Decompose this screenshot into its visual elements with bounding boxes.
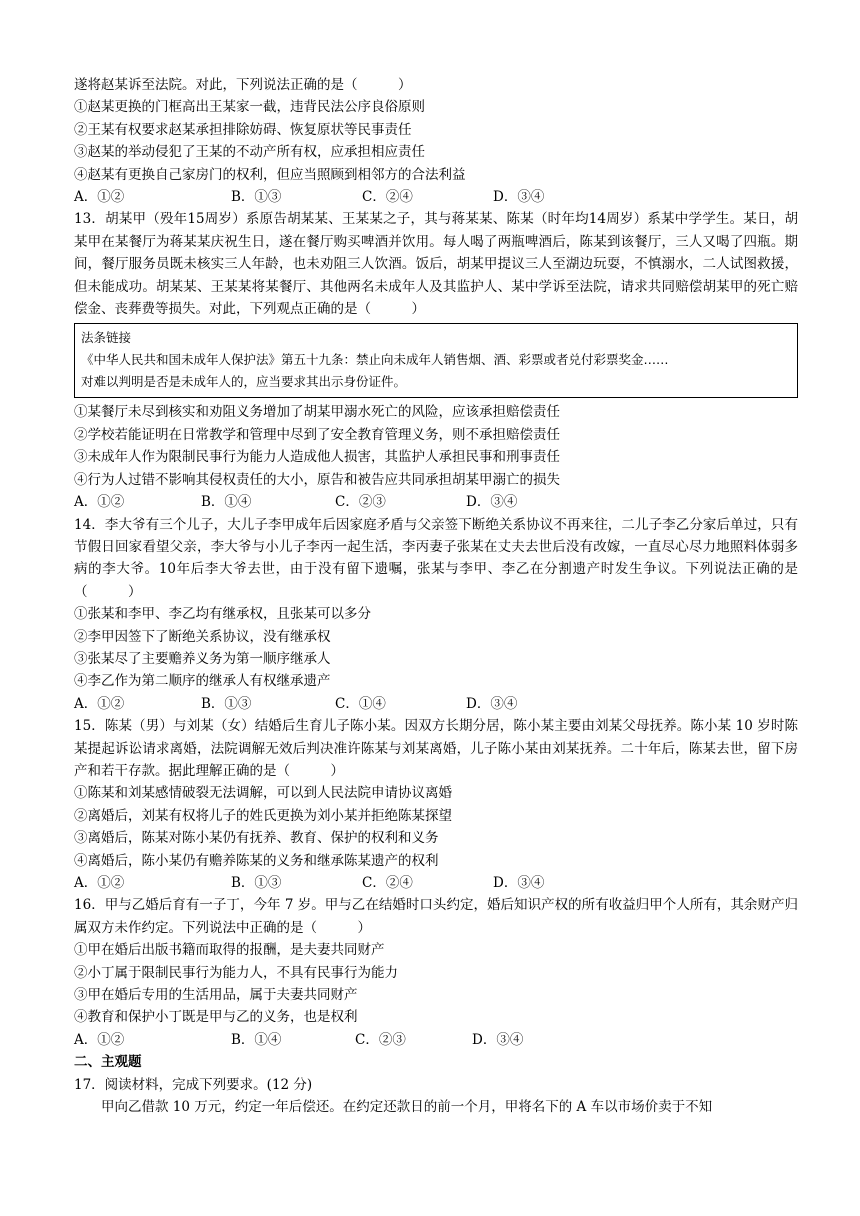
- statement-4: ④赵某有更换自己家房门的权利，但应当照顾到相邻方的合法利益: [74, 166, 466, 183]
- option-c: C．②③: [335, 494, 386, 511]
- statement-1: ①张某和李甲、李乙均有继承权，且张某可以多分: [74, 606, 371, 623]
- statement-4: ④教育和保护小丁既是甲与乙的义务，也是权利: [74, 1009, 358, 1026]
- option-c: C．②④: [362, 189, 413, 206]
- option-a: A．①②: [74, 189, 125, 206]
- option-d: D．③④: [493, 189, 545, 206]
- law-link-title: 法条链接: [81, 330, 132, 346]
- option-b: B．①③: [231, 875, 282, 891]
- question-stem: 15．陈某（男）与刘某（女）结婚后生育儿子陈小某。因双方长期分居，陈小某主要由刘某父母抚养。陈小某 10 岁时陈某提起诉讼请求离婚，法院调解无效后判决准许陈某与刘某离婚，儿子陈小某由刘某抚养。二十年后，陈某去世，留下房产和若干存款。据此理解正确的是（ ）: [74, 718, 798, 779]
- option-d: D．③④: [466, 494, 518, 511]
- statement-1: ①甲在婚后出版书籍而取得的报酬，是夫妻共同财产: [74, 942, 385, 959]
- question-stem: 13．胡某甲（殁年15周岁）系原告胡某某、王某某之子，其与蒋某某、陈某（时年均14周岁）系某中学学生。某日，胡某甲在某餐厅为蒋某某庆祝生日，遂在餐厅购买啤酒并饮用。每人喝了两瓶啤酒后，陈某到该餐厅，三人又喝了四瓶。期间，餐厅服务员既未核实三人年龄，也未劝阻三人饮酒。饭后，胡某甲提议三人至湖边玩耍，不慎溺水，二人试图救援，但未能成功。胡某某、王某某将某餐厅、其他两名未成年人及其监护人、某中学诉至法院，请求共同赔偿胡某甲的死亡赔偿金、丧葬费等损失。对此，下列观点正确的是（ ）: [74, 211, 798, 318]
- option-a: A．①②: [74, 695, 125, 712]
- question-16: [74, 894, 798, 1051]
- statement-2: ②李甲因签下了断绝关系协议，没有继承权: [74, 628, 331, 645]
- option-b: B．①④: [231, 1031, 282, 1048]
- law-link-line-2: 对难以判明是否是未成年人的，应当要求其出示身份证件。: [81, 374, 407, 390]
- question-15: [74, 715, 798, 894]
- answer-options: [74, 491, 798, 513]
- option-a: A．①②: [74, 494, 125, 511]
- section-heading: 二、主观题: [74, 1054, 142, 1071]
- law-link-box: [74, 323, 798, 398]
- option-d: D．③④: [472, 1031, 524, 1048]
- law-link-line-1: 《中华人民共和国未成年人保护法》第五十九条：禁止向未成年人销售烟、酒、彩票或者兑付彩票奖金……: [81, 352, 669, 368]
- exam-page: [74, 74, 798, 1118]
- statement-3: ③张某尽了主要赡养义务为第一顺序继承人: [74, 650, 331, 667]
- question-stem: 14．李大爷有三个儿子，大儿子李甲成年后因家庭矛盾与父亲签下断绝关系协议不再来往，二儿子李乙分家后单过，只有节假日回家看望父亲，李大爷与小儿子李丙一起生活，李丙妻子张某在丈夫去世后没有改嫁，一直尽心尽力地照料体弱多病的李大爷。10年后李大爷去世，由于没有留下遗嘱，张某与李甲、李乙在分割遗产时发生争议。下列说法正确的是（ ）: [74, 516, 798, 600]
- statement-1: ①陈某和刘某感情破裂无法调解，可以到人民法院申请协议离婚: [74, 785, 452, 802]
- option-c: C．①④: [335, 695, 386, 712]
- option-c: C．②④: [362, 875, 413, 891]
- question-13: [74, 208, 798, 513]
- option-b: B．①③: [201, 695, 252, 712]
- question-14: [74, 514, 798, 716]
- statement-3: ③离婚后，陈某对陈小某仍有抚养、教育、保护的权利和义务: [74, 830, 439, 847]
- statement-2: ②学校若能证明在日常教学和管理中尽到了安全教育管理义务，则不承担赔偿责任: [74, 426, 560, 443]
- answer-options: [74, 1029, 798, 1051]
- statement-3: ③赵某的举动侵犯了王某的不动产所有权，应承担相应责任: [74, 144, 425, 161]
- statement-2: ②离婚后，刘某有权将儿子的姓氏更换为刘小某并拒绝陈某探望: [74, 807, 452, 824]
- answer-options: [74, 693, 798, 715]
- statement-2: ②王某有权要求赵某承担排除妨碍、恢复原状等民事责任: [74, 121, 412, 138]
- material-text: 甲向乙借款 10 万元，约定一年后偿还。在约定还款日的前一个月，甲将名下的 A 车以市场价卖于不知: [101, 1099, 713, 1116]
- statement-4: ④离婚后，陈小某仍有赡养陈某的义务和继承陈某遗产的权利: [74, 852, 439, 869]
- answer-options: [74, 872, 798, 894]
- option-c: C．②③: [355, 1031, 406, 1048]
- question-12: [74, 74, 798, 208]
- statement-2: ②小丁属于限制民事行为能力人，不具有民事行为能力: [74, 964, 398, 981]
- option-b: B．①④: [201, 494, 252, 511]
- option-b: B．①③: [231, 189, 282, 206]
- question-stem: 16．甲与乙婚后育有一子丁，今年 7 岁。甲与乙在结婚时口头约定，婚后知识产权的所有收益归甲个人所有，其余财产归属双方未作约定。下列说法中正确的是（ ）: [74, 897, 798, 936]
- question-stem: 遂将赵某诉至法院。对此，下列说法正确的是（ ）: [74, 77, 412, 93]
- option-d: D．③④: [466, 695, 518, 712]
- statement-3: ③未成年人作为限制民事行为能力人造成他人损害，其监护人承担民事和刑事责任: [74, 449, 560, 466]
- option-a: A．①②: [74, 1031, 125, 1048]
- question-17: [74, 1074, 798, 1119]
- option-a: A．①②: [74, 875, 125, 891]
- statement-1: ①赵某更换的门框高出王某家一截，违背民法公序良俗原则: [74, 99, 425, 116]
- statement-3: ③甲在婚后专用的生活用品，属于夫妻共同财产: [74, 987, 358, 1004]
- answer-options: [74, 186, 798, 208]
- statement-4: ④行为人过错不影响其侵权责任的大小，原告和被告应共同承担胡某甲溺亡的损失: [74, 471, 560, 488]
- option-d: D．③④: [493, 875, 545, 891]
- statement-4: ④李乙作为第二顺序的继承人有权继承遗产: [74, 673, 331, 690]
- question-stem: 17．阅读材料，完成下列要求。(12 分): [74, 1076, 313, 1093]
- statement-1: ①某餐厅未尽到核实和劝阻义务增加了胡某甲溺水死亡的风险，应该承担赔偿责任: [74, 404, 560, 421]
